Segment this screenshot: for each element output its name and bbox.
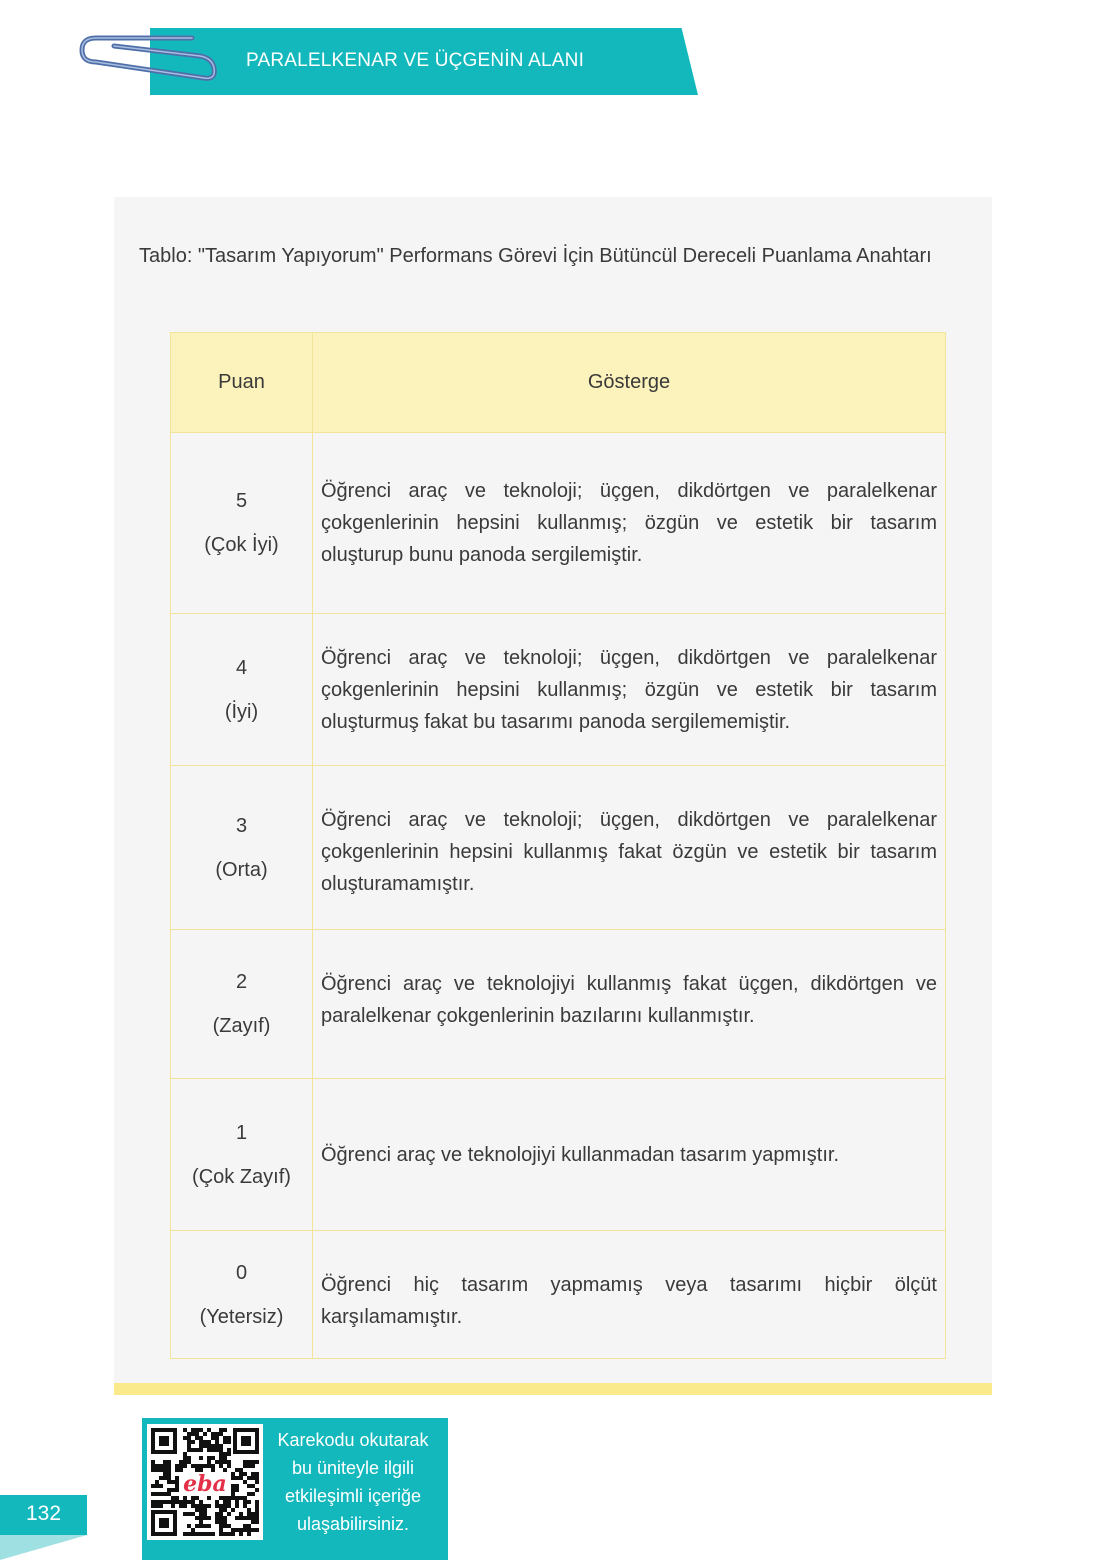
score-value: 0 (235, 1261, 248, 1284)
rubric-table (170, 332, 946, 1359)
table-row (171, 433, 946, 614)
indicator-cell: Öğrenci araç ve teknolojiyi kullanmadan tasarım yapmıştır. (313, 1079, 946, 1231)
score-level: (Çok İyi) (204, 534, 279, 556)
table-header-row (171, 333, 946, 433)
panel-bottom-bar (114, 1383, 992, 1395)
table-row (171, 614, 946, 766)
indicator-cell: Öğrenci hiç tasarım yapmamış veya tasarımı hiçbir ölçüt karşılamamıştır. (313, 1231, 946, 1359)
score-value: 5 (235, 490, 248, 512)
paperclip-icon (74, 18, 224, 98)
table-row (171, 1231, 946, 1359)
qr-instructions (266, 1426, 440, 1538)
header-title: PARALELKENAR VE ÜÇGENİN ALANI (246, 50, 585, 71)
qr-text-line: etkileşimli içeriğe (284, 1486, 422, 1506)
score-value: 3 (235, 814, 248, 837)
page-number-tab-tail (0, 1535, 87, 1560)
qr-code-icon (147, 1424, 263, 1540)
score-level: (Yetersiz) (199, 1305, 284, 1328)
score-cell (171, 614, 313, 766)
indicator-cell: Öğrenci araç ve teknoloji; üçgen, dikdörtgen ve paralelkenar çokgenlerinin hepsini kullanmış fakat özgün ve estetik bir tasarım oluşturamamıştır. (313, 766, 946, 930)
score-cell (171, 433, 313, 614)
page-number: 132 (25, 1502, 62, 1525)
eba-logo: eba (183, 1471, 227, 1497)
indicator-cell: Öğrenci araç ve teknoloji; üçgen, dikdörtgen ve paralelkenar çokgenlerinin hepsini kullanmış; özgün ve estetik bir tasarım oluşturmuş fakat bu tasarımı panoda sergilememiştir. (313, 614, 946, 766)
table-row (171, 766, 946, 930)
score-level: (Çok Zayıf) (192, 1165, 291, 1188)
table-row (171, 1079, 946, 1231)
qr-code[interactable] (147, 1424, 263, 1540)
qr-text-line: bu üniteyle ilgili (291, 1458, 415, 1478)
score-value: 1 (235, 1121, 248, 1144)
score-value: 2 (235, 971, 248, 993)
score-level: (Orta) (215, 858, 268, 881)
indicator-cell: Öğrenci araç ve teknolojiyi kullanmış fakat üçgen, dikdörtgen ve paralelkenar çokgenlerinin bazılarını kullanmıştır. (313, 930, 946, 1079)
header-puan: Puan (171, 333, 313, 433)
indicator-cell: Öğrenci araç ve teknoloji; üçgen, dikdörtgen ve paralelkenar çokgenlerinin hepsini kullanmış; özgün ve estetik bir tasarım oluşturup bunu panoda sergilemiştir. (313, 433, 946, 614)
score-level: (Zayıf) (212, 1015, 271, 1037)
score-cell (171, 930, 313, 1079)
score-value: 4 (235, 656, 248, 679)
score-level: (İyi) (224, 700, 259, 723)
table-caption: Tablo: "Tasarım Yapıyorum" Performans Görevi İçin Bütüncül Dereceli Puanlama Anahtarı (139, 245, 932, 267)
score-cell (171, 1231, 313, 1359)
table-row (171, 930, 946, 1079)
score-cell (171, 1079, 313, 1231)
qr-text-line: Karekodu okutarak (277, 1430, 429, 1450)
qr-text-line: ulaşabilirsiniz. (296, 1514, 410, 1534)
score-cell (171, 766, 313, 930)
header-gosterge: Gösterge (313, 333, 946, 433)
